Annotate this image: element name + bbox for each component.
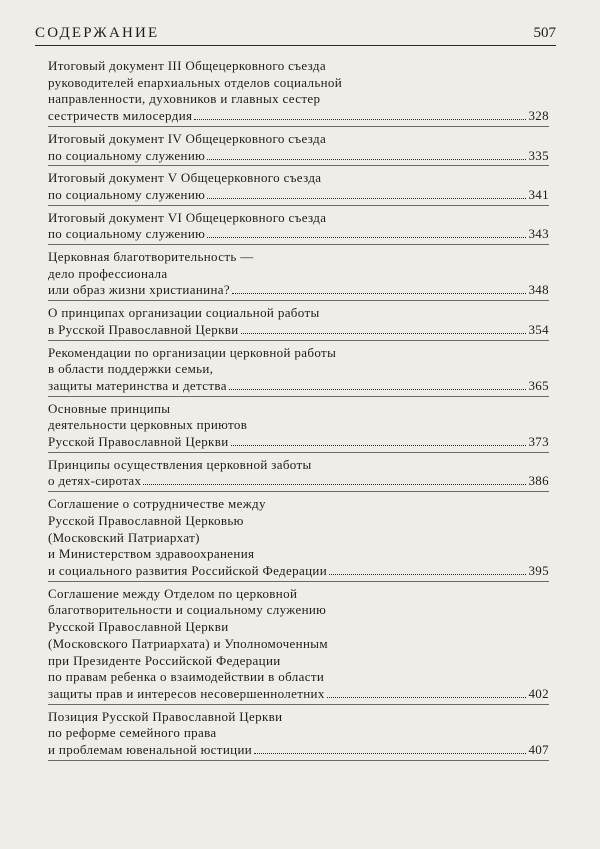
toc-entry-title-line: руководителей епархиальных отделов социальной	[48, 74, 343, 90]
toc-entry-page-number: 373	[528, 434, 549, 450]
toc-entry-page-number: 402	[528, 685, 549, 701]
toc-entry[interactable]	[48, 58, 549, 127]
toc-entry-page-number: 407	[528, 742, 549, 758]
toc-entry-last-line	[48, 322, 549, 339]
toc-entry[interactable]	[48, 341, 549, 397]
toc-entry-page-number: 354	[528, 321, 549, 337]
toc-entry-title-line: в области поддержки семьи,	[48, 361, 214, 377]
toc-entry[interactable]	[48, 166, 549, 205]
dot-leader	[329, 574, 526, 575]
running-header	[35, 18, 556, 46]
toc-entry-page-number: 341	[528, 186, 549, 202]
table-of-contents	[48, 58, 549, 761]
toc-entry-last-line	[48, 226, 549, 243]
toc-entry-page-number: 386	[528, 473, 549, 489]
toc-entry-title-line: Итоговый документ III Общецерковного съезда	[48, 58, 326, 73]
toc-entry-title-line: по социальному служению	[48, 186, 206, 202]
toc-entry-page-number: 335	[528, 147, 549, 163]
toc-entry-title-line: по правам ребенка о взаимодействии в области	[48, 669, 325, 685]
toc-entry-title-line: защиты прав и интересов несовершеннолетних	[48, 685, 325, 701]
toc-entry-title-line: по социальному служению	[48, 226, 206, 242]
dot-leader	[143, 484, 526, 485]
toc-entry-title-line: Основные принципы	[48, 400, 171, 416]
toc-entry-page-number: 328	[528, 108, 549, 124]
header-title: СОДЕРЖАНИЕ	[35, 25, 160, 41]
toc-entry-title-line: (Московский Патриархат)	[48, 529, 200, 545]
toc-entry-title-line: Русской Православной Церкви	[48, 619, 229, 635]
dot-leader	[327, 697, 527, 698]
toc-entry-title-line: в Русской Православной Церкви	[48, 321, 239, 337]
toc-entry-title-line: и Министерством здравоохранения	[48, 546, 255, 562]
toc-entry-last-line	[48, 187, 549, 204]
dot-leader	[254, 753, 526, 754]
dot-leader	[232, 293, 526, 294]
toc-entry-page-number: 395	[528, 562, 549, 578]
toc-entry-last-line	[48, 378, 549, 395]
toc-entry-title-line: благотворительности и социальному служению	[48, 602, 327, 618]
toc-entry-last-line	[48, 282, 549, 299]
toc-entry[interactable]	[48, 492, 549, 582]
toc-entry-title-line: О принципах организации социальной работы	[48, 305, 320, 321]
dot-leader	[207, 198, 526, 199]
toc-entry[interactable]	[48, 301, 549, 340]
toc-entry-title-line: Принципы осуществления церковной заботы	[48, 456, 312, 472]
toc-entry[interactable]	[48, 397, 549, 453]
toc-entry-title-line: Рекомендации по организации церковной работы	[48, 344, 337, 360]
toc-entry[interactable]	[48, 245, 549, 301]
toc-entry-title-line: и социального развития Российской Федерации	[48, 562, 328, 578]
toc-entry-title-line: Русской Православной Церкви	[48, 434, 229, 450]
toc-entry-title-line: или образ жизни христианина?	[48, 282, 231, 298]
toc-entry-title-line: (Московского Патриархата) и Уполномоченным	[48, 635, 328, 651]
dot-leader	[194, 119, 526, 120]
toc-entry-title-line: Итоговый документ IV Общецерковного съезда	[48, 130, 327, 146]
toc-entry-last-line	[48, 563, 549, 580]
toc-entry-title-line: Русской Православной Церковью	[48, 512, 244, 528]
toc-entry-last-line	[48, 434, 549, 451]
dot-leader	[207, 237, 526, 238]
toc-entry-last-line	[48, 148, 549, 165]
dot-leader	[229, 389, 527, 390]
toc-entry-last-line	[48, 473, 549, 490]
toc-entry-title-line: Соглашение между Отделом по церковной	[48, 585, 298, 601]
toc-entry-title-line: деятельности церковных приютов	[48, 417, 248, 433]
toc-entry-last-line	[48, 108, 549, 125]
toc-entry-title-line: по социальному служению	[48, 147, 206, 163]
toc-entry-page-number: 365	[528, 377, 549, 393]
header-page-number: 507	[533, 25, 556, 41]
toc-entry[interactable]	[48, 206, 549, 245]
toc-entry-title-line: Позиция Русской Православной Церкви	[48, 708, 283, 724]
toc-entry-title-line: дело профессионала	[48, 265, 168, 281]
toc-entry-title-line: при Президенте Российской Федерации	[48, 652, 281, 668]
toc-entry-page-number: 343	[528, 226, 549, 242]
toc-entry-title-line: Церковная благотворительность —	[48, 249, 254, 265]
toc-entry[interactable]	[48, 453, 549, 492]
dot-leader	[231, 445, 527, 446]
toc-entry-page-number: 348	[528, 282, 549, 298]
toc-entry[interactable]	[48, 127, 549, 166]
toc-entry-title-line: и проблемам ювенальной юстиции	[48, 742, 253, 758]
toc-entry-title-line: сестричеств милосердия	[48, 108, 193, 124]
toc-entry-title-line: о детях-сиротах	[48, 473, 142, 489]
toc-entry-last-line	[48, 742, 549, 759]
toc-entry-title-line: Итоговый документ VI Общецерковного съезда	[48, 209, 327, 225]
toc-entry-title-line: защиты материнства и детства	[48, 377, 227, 393]
toc-entry-title-line: направленности, духовников и главных сестер	[48, 91, 321, 107]
toc-entry-title-line: по реформе семейного права	[48, 725, 217, 741]
toc-entry-title-line: Итоговый документ V Общецерковного съезда	[48, 170, 322, 186]
toc-entry[interactable]	[48, 705, 549, 761]
toc-entry[interactable]	[48, 582, 549, 705]
dot-leader	[207, 159, 526, 160]
toc-entry-title-line: Соглашение о сотрудничестве между	[48, 496, 266, 512]
dot-leader	[241, 333, 527, 334]
toc-entry-last-line	[48, 686, 549, 703]
